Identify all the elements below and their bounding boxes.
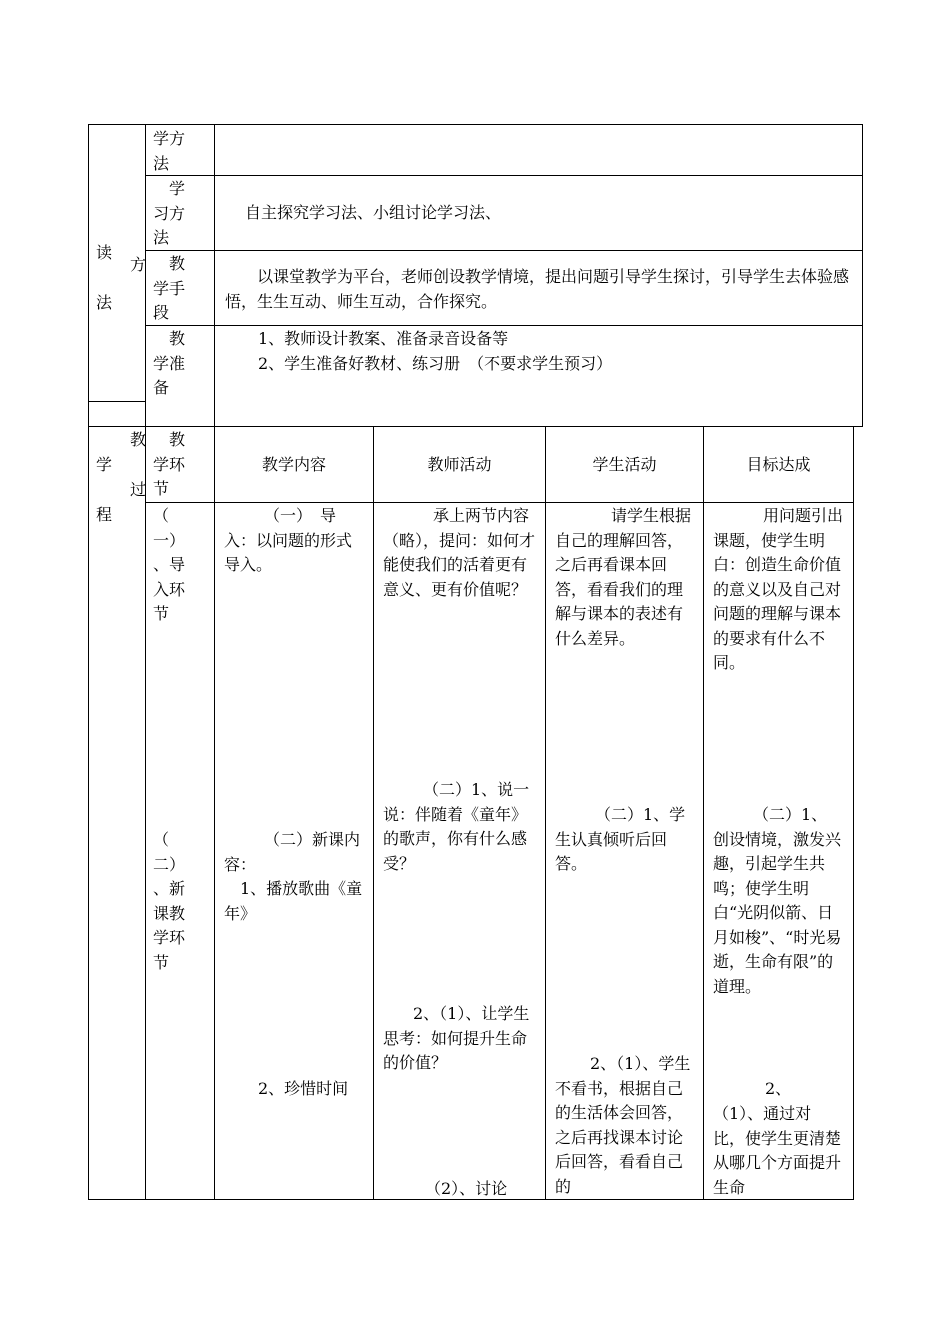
process-table-border-top	[88, 426, 854, 427]
teacher-activity-intro: 承上两节内容（略），提问：如何才能使我们的活着更有意义、更有价值呢？	[383, 506, 536, 599]
teacher-activity-discuss: （2）、讨论	[425, 1179, 508, 1198]
row-content-teaching-means: 以课堂教学为平台，老师创设教学情境，提出问题引导学生探讨，引导学生去体验感悟，生生互动、师生互动，合作探究。	[225, 267, 850, 311]
process-table-header-divider	[145, 502, 854, 503]
teacher-activity-think: 2、（1）、让学生思考：如何提升生命的价值？	[383, 1004, 530, 1072]
header-teaching-content: 教学内容	[261, 455, 326, 474]
teacher-activity-song: （二）1、说一说：伴随着《童年》的歌声，你有什么感受？	[383, 780, 530, 873]
top-table-border-top	[88, 124, 863, 125]
content-cherish-time: 2、珍惜时间	[258, 1079, 349, 1098]
header-teaching-stage: 教 学环 节	[153, 430, 186, 498]
process-table-col-divider	[373, 426, 374, 1200]
side-label-char: 教	[130, 430, 147, 449]
student-activity-answer: 2、（1）、学生不看书，根据自己的生活体会回答，之后再找课本讨论后回答，看看自己的	[555, 1054, 691, 1196]
process-table-border-right	[853, 426, 854, 1200]
top-table-col-divider	[214, 124, 215, 427]
outer-label-read-method: 读 法	[96, 243, 113, 312]
top-table-row-divider	[145, 250, 863, 251]
header-teacher-activity: 教师活动	[427, 455, 492, 474]
side-label-char: 过	[130, 480, 147, 499]
row-label-teaching-prep: 教 学准 备	[153, 329, 186, 397]
process-table-col-divider	[145, 426, 146, 1200]
header-goal: 目标达成	[746, 455, 811, 474]
row-label-learning-method: 学 习方 法	[153, 179, 186, 247]
top-table-row-divider	[145, 325, 863, 326]
stage-label-new-lesson: （ 二） 、新 课教 学环 节	[153, 830, 186, 972]
header-student-activity: 学生活动	[592, 455, 657, 474]
content-new-lesson: （二）新课内容： 1、播放歌曲《童年》	[224, 830, 363, 923]
stage-label-intro: （ 一） 、导 入环 节	[153, 506, 186, 623]
row-content-learning-method: 自主探究学习法、小组讨论学习法、	[245, 203, 502, 222]
row-label-teaching-means: 教 学手 段	[153, 254, 186, 322]
side-label-char: 学	[96, 455, 113, 474]
top-table-row-divider	[145, 175, 863, 176]
outer-label-fang: 方	[130, 255, 147, 274]
goal-compare: （1）、通过对比，使学生更清楚从哪几个方面提升生命	[713, 1104, 842, 1197]
student-activity-listen: （二）1、学生认真倾听后回答。	[555, 805, 686, 873]
process-table-col-divider	[545, 426, 546, 1200]
student-activity-intro: 请学生根据自己的理解回答，之后再看课本回答，看看我们的理解与课本的表述有什么差异。	[555, 506, 692, 648]
process-table-border-left	[88, 426, 89, 1200]
side-label-char: 程	[96, 505, 113, 524]
top-table-row-divider	[88, 401, 145, 402]
goal-compare-number: 2、	[765, 1079, 792, 1098]
top-table-border-left	[88, 124, 89, 427]
goal-intro: 用问题引出课题，使学生明白：创造生命价值的意义以及自己对问题的理解与课本的要求有什么不同。	[713, 506, 844, 672]
top-table-border-right	[862, 124, 863, 427]
content-intro: （一） 导入：以问题的形式导入。	[224, 506, 353, 574]
row-content-teaching-prep: 1、教师设计教案、准备录音设备等 2、学生准备好教材、练习册 （不要求学生预习）	[258, 329, 613, 373]
goal-song: （二）1、创设情境，激发兴趣，引起学生共鸣；使学生明白“光阴似箭、日月如梭”、“时光易逝，生命有限”的道理。	[713, 805, 842, 996]
process-table-col-divider	[703, 426, 704, 1200]
process-table-col-divider	[214, 426, 215, 1200]
row-label-study-method: 学方 法	[153, 129, 186, 173]
